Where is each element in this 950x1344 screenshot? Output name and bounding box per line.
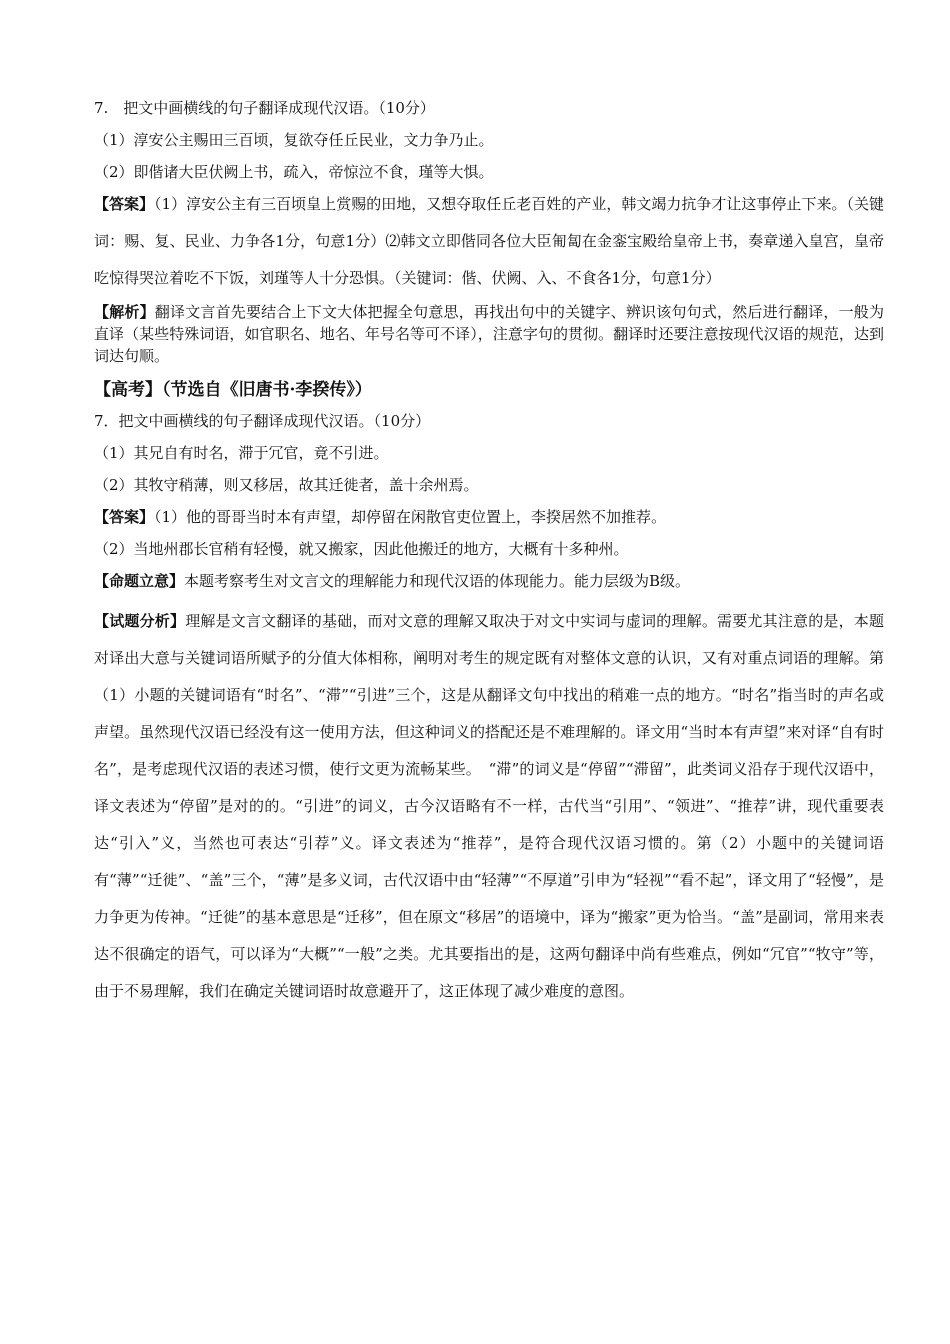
analysis-text: 翻译文言首先要结合上下文大体把握全句意思，再找出句中的关键字、辨识该句句式，然后进行翻译，一般为直译（某些特殊词语，如官职名、地名、年号名等可不译），注意字句的贯彻。翻译时还要注意按现代汉语的规范，达到词达句顺。 [94, 303, 884, 365]
section-heading: 【高考】（节选自《旧唐书·李揆传》） [94, 380, 372, 400]
intent-tag: 【命题立意】 [94, 572, 185, 590]
question-item-1-2: （1）其兄自有时名，滞于冗官，竟不引进。 [94, 444, 389, 462]
answer-block-2 [94, 507, 884, 527]
question-7-prompt-2: 7．把文中画横线的句子翻译成现代汉语。（10分） [94, 412, 431, 430]
question-item-1: （1）淳安公主赐田三百顷，复欲夺任丘民业，文力争乃止。 [94, 131, 494, 149]
answer-tag: 【答案】 [94, 195, 155, 213]
test-analysis-block [94, 603, 884, 1010]
analysis-block [94, 301, 884, 367]
question-item-2-2: （2）其牧守稍薄，则又移居，故其迁徙者，盖十余州焉。 [94, 476, 479, 494]
test-analysis-tag: 【试题分析】 [94, 612, 186, 630]
test-analysis-text: 理解是文言文翻译的基础，而对文意的理解又取决于对文中实词与虚词的理解。需要尤其注意的是，本题对译出大意与关键词语所赋予的分值大体相称，阐明对考生的规定既有对整体文意的认识，又有对重点词语的理解。第（1）小题的关键词语有“时名”、“滞”“引进”三个，这是从翻译文句中找出的稍难一点的地方。“时名”指当时的声名或声望。虽然现代汉语已经没有这一使用方法，但这种词义的搭配还是不难理解的。译文用“当时本有声望”来对译“自有时名”，是考虑现代汉语的表述习惯，使行文更为流畅某些。 “滞”的词义是“停留”“滞留”，此类词义沿存于现代汉语中，译文表述为“停留”是对的的。“引进”的词义，古今汉语略有不一样，古代当“引用”、“领进”、“推荐”讲，现代重要表达“引入”义，当然也可表达“引荐”义。译文表述为“推荐”，是符合现代汉语习惯的。第（2）小题中的关键词语有“薄”“迁徙”、“盖”三个，“薄”是多义词，古代汉语中由“轻薄”“不厚道”引申为“轻视”“看不起”，译文用了“轻慢”，是力争更为传神。“迁徙”的基本意思是“迁移”，但在原文“移居”的语境中，译为“搬家”更为恰当。“盖”是副词，常用来表达不很确定的语气，可以译为“大概”“一般”之类。尤其要指出的是，这两句翻译中尚有些难点，例如“冗官”“牧守”等，由于不易理解，我们在确定关键词语时故意避开了，这正体现了减少难度的意图。 [94, 612, 884, 1000]
intent-block [94, 571, 884, 591]
question-7-prompt: 7. 把文中画横线的句子翻译成现代汉语。（10分） [94, 99, 435, 117]
analysis-tag: 【解析】 [94, 303, 155, 321]
question-item-2: （2）即偕诸大臣伏阙上书，疏入，帝惊泣不食，瑾等大惧。 [94, 163, 494, 181]
answer-tag-2: 【答案】 [94, 508, 155, 526]
answer-text-1: （1）他的哥哥当时本有声望，却停留在闲散官吏位置上，李揆居然不加推荐。 [154, 508, 667, 526]
answer-text-2: （2）当地州郡长官稍有轻慢，就又搬家，因此他搬迁的地方，大概有十多种州。 [94, 540, 629, 558]
answer-block [94, 186, 884, 297]
intent-text: 本题考察考生对文言文的理解能力和现代汉语的体现能力。能力层级为B级。 [184, 572, 691, 590]
answer-text: （1）淳安公主有三百顷皇上赏赐的田地，又想夺取任丘老百姓的产业，韩文竭力抗争才让这事停止下来。（关键词：赐、复、民业、力争各1分，句意1分）⑵韩文立即偕同各位大臣匍匐在金銮宝殿给皇帝上书，奏章递入皇宫，皇帝吃惊得哭泣着吃不下饭，刘瑾等人十分恐惧。（关键词：偕、伏阙、入、不食各1分，句意1分） [94, 195, 884, 287]
